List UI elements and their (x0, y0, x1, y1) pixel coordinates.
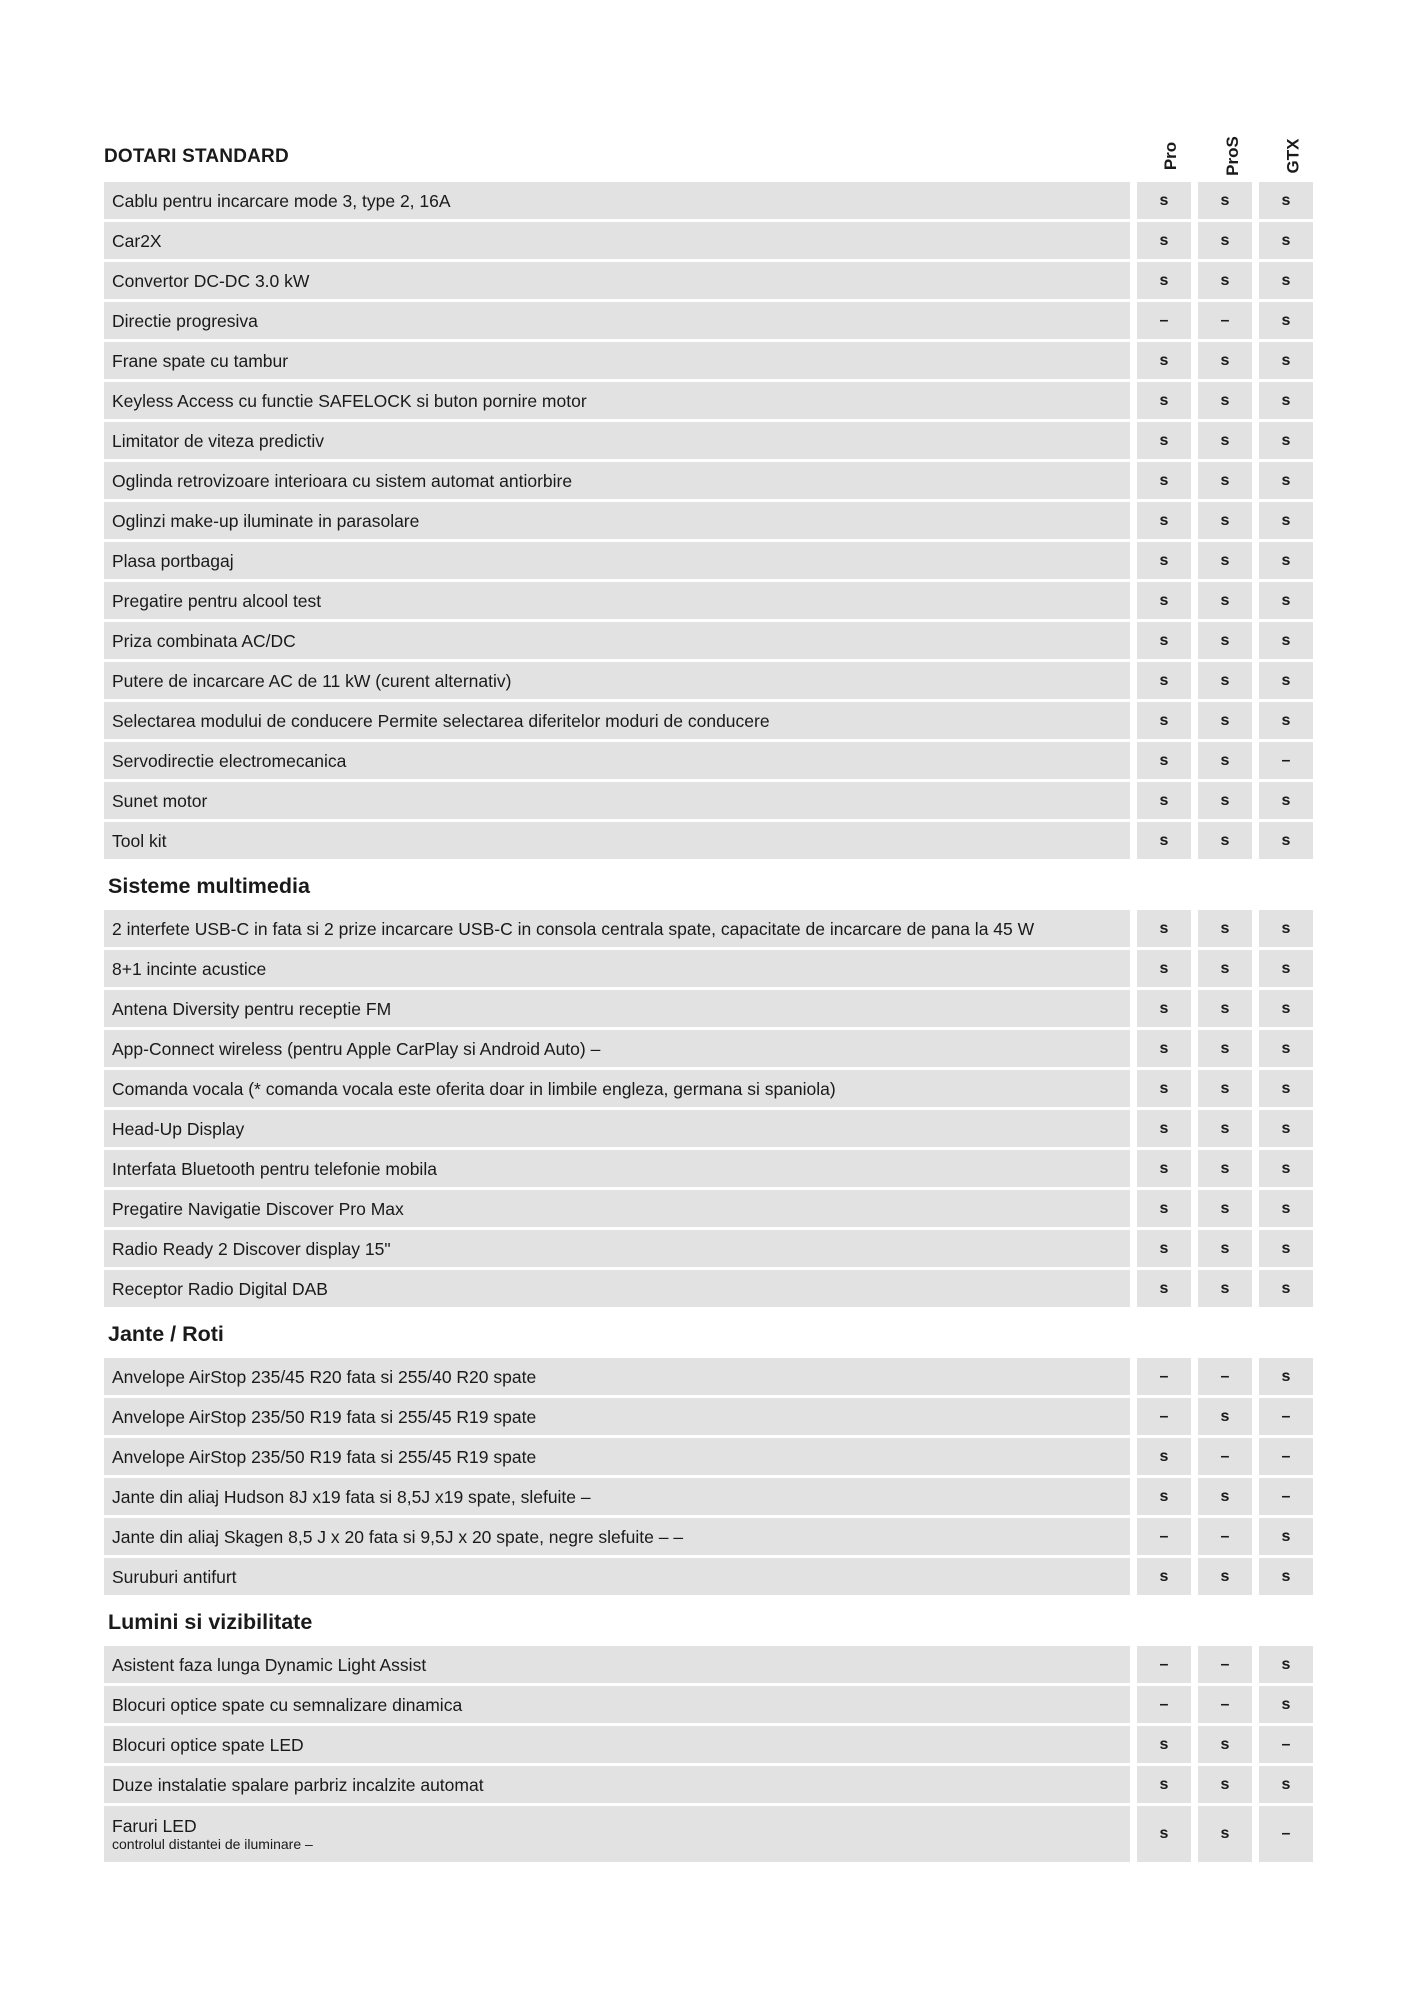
table-row (104, 1646, 1324, 1683)
section-title: Lumini si vizibilitate (108, 1610, 313, 1634)
value-gtx: s (1259, 662, 1313, 699)
value-pro: s (1137, 822, 1191, 859)
value-pro: s (1137, 950, 1191, 987)
value-pro: s (1137, 742, 1191, 779)
table-row (104, 1110, 1324, 1147)
value-pros: s (1198, 950, 1252, 987)
feature-cell (104, 262, 1130, 299)
value-gtx: s (1259, 822, 1313, 859)
table-row (104, 910, 1324, 947)
column-header-label: ProS (1223, 136, 1242, 176)
feature-label: Servodirectie electromecanica (112, 750, 347, 771)
value-pros: s (1198, 342, 1252, 379)
feature-cell (104, 1766, 1130, 1803)
value-pro: s (1137, 382, 1191, 419)
feature-label: Pregatire Navigatie Discover Pro Max (112, 1198, 404, 1219)
value-pro: s (1137, 1230, 1191, 1267)
feature-label: Duze instalatie spalare parbriz incalzite automat (112, 1774, 484, 1795)
feature-label: Suruburi antifurt (112, 1566, 237, 1587)
value-pros: s (1198, 782, 1252, 819)
feature-cell (104, 1150, 1130, 1187)
table-row (104, 662, 1324, 699)
table-row (104, 1070, 1324, 1107)
feature-label: Jante din aliaj Skagen 8,5 J x 20 fata si 9,5J x 20 spate, negre slefuite – – (112, 1526, 684, 1547)
feature-cell (104, 382, 1130, 419)
table-row (104, 702, 1324, 739)
feature-cell (104, 1230, 1130, 1267)
feature-cell (104, 1726, 1130, 1763)
value-gtx: s (1259, 182, 1313, 219)
section-title: Jante / Roti (108, 1322, 224, 1346)
value-pro: s (1137, 582, 1191, 619)
feature-label: Keyless Access cu functie SAFELOCK si buton pornire motor (112, 390, 587, 411)
value-pros: s (1198, 990, 1252, 1027)
value-gtx: s (1259, 342, 1313, 379)
feature-cell (104, 990, 1130, 1027)
value-pro: s (1137, 1150, 1191, 1187)
feature-cell (104, 182, 1130, 219)
value-gtx: s (1259, 382, 1313, 419)
value-pro: – (1137, 1398, 1191, 1435)
value-pros: s (1198, 1726, 1252, 1763)
value-pros: s (1198, 542, 1252, 579)
value-gtx: s (1259, 622, 1313, 659)
value-pro: s (1137, 1766, 1191, 1803)
value-gtx: s (1259, 222, 1313, 259)
feature-cell (104, 742, 1130, 779)
feature-cell (104, 462, 1130, 499)
feature-cell (104, 1518, 1130, 1555)
value-pros: s (1198, 1230, 1252, 1267)
feature-label: Directie progresiva (112, 310, 258, 331)
table-row (104, 1726, 1324, 1763)
table-row (104, 1150, 1324, 1187)
feature-cell (104, 582, 1130, 619)
value-pro: – (1137, 1646, 1191, 1683)
feature-cell (104, 910, 1130, 947)
value-pros: – (1198, 1438, 1252, 1475)
value-gtx: s (1259, 702, 1313, 739)
value-gtx: s (1259, 1110, 1313, 1147)
feature-label: Pregatire pentru alcool test (112, 590, 322, 611)
value-pros: s (1198, 1806, 1252, 1862)
value-gtx: s (1259, 1358, 1313, 1395)
value-pro: s (1137, 1190, 1191, 1227)
value-gtx: – (1259, 1726, 1313, 1763)
value-pros: s (1198, 1110, 1252, 1147)
feature-label: Head-Up Display (112, 1118, 245, 1139)
feature-label: Limitator de viteza predictiv (112, 430, 325, 451)
value-pro: s (1137, 1438, 1191, 1475)
value-pros: s (1198, 662, 1252, 699)
value-pros: s (1198, 1398, 1252, 1435)
feature-label: Tool kit (112, 830, 167, 851)
table-row (104, 302, 1324, 339)
feature-label: 2 interfete USB-C in fata si 2 prize incarcare USB-C in consola centrala spate, capacitate de incarcare de pana la 45 W (112, 918, 1035, 939)
feature-label: Receptor Radio Digital DAB (112, 1278, 328, 1299)
feature-label: Faruri LED (112, 1816, 197, 1836)
value-pros: s (1198, 1190, 1252, 1227)
table-row (104, 342, 1324, 379)
value-pros: s (1198, 1070, 1252, 1107)
value-gtx: s (1259, 950, 1313, 987)
feature-label: Comanda vocala (* comanda vocala este oferita doar in limbile engleza, germana si spaniola) (112, 1078, 836, 1099)
value-pro: s (1137, 1806, 1191, 1862)
feature-cell (104, 1190, 1130, 1227)
value-pro: s (1137, 1478, 1191, 1515)
feature-label: Putere de incarcare AC de 11 kW (curent alternativ) (112, 670, 512, 691)
value-gtx: – (1259, 742, 1313, 779)
column-header-pros (1203, 138, 1263, 178)
value-pro: s (1137, 542, 1191, 579)
value-pros: s (1198, 1030, 1252, 1067)
feature-cell (104, 662, 1130, 699)
feature-label: 8+1 incinte acustice (112, 958, 267, 979)
value-pro: – (1137, 302, 1191, 339)
feature-cell (104, 622, 1130, 659)
value-pros: s (1198, 502, 1252, 539)
feature-label: Anvelope AirStop 235/50 R19 fata si 255/45 R19 spate (112, 1446, 537, 1467)
value-pro: s (1137, 462, 1191, 499)
value-pros: s (1198, 1270, 1252, 1307)
value-pro: s (1137, 990, 1191, 1027)
value-pros: s (1198, 702, 1252, 739)
value-pros: – (1198, 302, 1252, 339)
value-gtx: s (1259, 582, 1313, 619)
feature-cell (104, 1478, 1130, 1515)
feature-label: Anvelope AirStop 235/45 R20 fata si 255/40 R20 spate (112, 1366, 537, 1387)
table-row (104, 582, 1324, 619)
value-pro: s (1137, 222, 1191, 259)
value-gtx: s (1259, 1558, 1313, 1595)
value-gtx: s (1259, 462, 1313, 499)
value-gtx: s (1259, 1646, 1313, 1683)
value-pros: s (1198, 262, 1252, 299)
value-pro: – (1137, 1518, 1191, 1555)
value-pros: s (1198, 582, 1252, 619)
value-pro: s (1137, 702, 1191, 739)
feature-cell (104, 1686, 1130, 1723)
table-row (104, 1766, 1324, 1803)
feature-label: Cablu pentru incarcare mode 3, type 2, 16A (112, 190, 451, 211)
table-row (104, 262, 1324, 299)
feature-cell (104, 1030, 1130, 1067)
table-row (104, 822, 1324, 859)
table-row (104, 1270, 1324, 1307)
value-gtx: s (1259, 910, 1313, 947)
feature-table (104, 182, 1324, 1865)
table-row (104, 1398, 1324, 1435)
feature-cell (104, 1438, 1130, 1475)
feature-label: Sunet motor (112, 790, 208, 811)
table-row (104, 1558, 1324, 1595)
table-row (104, 1358, 1324, 1395)
table-row (104, 1190, 1324, 1227)
table-row (104, 1030, 1324, 1067)
table-row (104, 502, 1324, 539)
value-gtx: s (1259, 1030, 1313, 1067)
table-row (104, 782, 1324, 819)
value-gtx: s (1259, 1070, 1313, 1107)
value-gtx: – (1259, 1398, 1313, 1435)
value-pros: s (1198, 182, 1252, 219)
feature-cell (104, 542, 1130, 579)
feature-sublabel: controlul distantei de iluminare – (112, 1836, 313, 1852)
value-pro: s (1137, 502, 1191, 539)
value-pros: s (1198, 742, 1252, 779)
value-pros: s (1198, 1150, 1252, 1187)
value-pros: – (1198, 1358, 1252, 1395)
value-pros: – (1198, 1518, 1252, 1555)
value-gtx: s (1259, 422, 1313, 459)
value-pro: s (1137, 422, 1191, 459)
feature-cell (104, 702, 1130, 739)
table-row (104, 950, 1324, 987)
value-pro: s (1137, 1558, 1191, 1595)
feature-cell (104, 222, 1130, 259)
column-header-label: GTX (1282, 138, 1302, 174)
feature-label: Asistent faza lunga Dynamic Light Assist (112, 1654, 427, 1675)
feature-label: Radio Ready 2 Discover display 15" (112, 1238, 391, 1259)
value-gtx: s (1259, 502, 1313, 539)
value-pro: s (1137, 1726, 1191, 1763)
value-gtx: s (1259, 262, 1313, 299)
table-row (104, 1686, 1324, 1723)
value-pros: s (1198, 222, 1252, 259)
feature-cell (104, 1398, 1130, 1435)
feature-cell (104, 1070, 1130, 1107)
feature-cell (104, 782, 1130, 819)
value-gtx: s (1259, 1190, 1313, 1227)
value-pro: s (1137, 1110, 1191, 1147)
value-pro: s (1137, 662, 1191, 699)
feature-label: Jante din aliaj Hudson 8J x19 fata si 8,5J x19 spate, slefuite – (112, 1486, 591, 1507)
value-pros: s (1198, 382, 1252, 419)
value-gtx: s (1259, 1518, 1313, 1555)
feature-cell (104, 1558, 1130, 1595)
feature-label: Selectarea modului de conducere Permite selectarea diferitelor moduri de conducere (112, 710, 770, 731)
value-pro: s (1137, 910, 1191, 947)
table-row (104, 742, 1324, 779)
value-pro: s (1137, 1070, 1191, 1107)
value-gtx: s (1259, 542, 1313, 579)
value-gtx: s (1259, 1150, 1313, 1187)
feature-cell (104, 1270, 1130, 1307)
feature-cell (104, 1110, 1130, 1147)
value-gtx: s (1259, 302, 1313, 339)
feature-cell (104, 822, 1130, 859)
value-gtx: – (1259, 1806, 1313, 1862)
value-gtx: – (1259, 1438, 1313, 1475)
value-pros: – (1198, 1686, 1252, 1723)
feature-label: Interfata Bluetooth pentru telefonie mobila (112, 1158, 437, 1179)
value-gtx: s (1259, 1766, 1313, 1803)
feature-label: Oglinda retrovizoare interioara cu sistem automat antiorbire (112, 470, 573, 491)
feature-cell (104, 422, 1130, 459)
value-pros: s (1198, 1766, 1252, 1803)
feature-label: Oglinzi make-up iluminate in parasolare (112, 510, 420, 531)
feature-label: App-Connect wireless (pentru Apple CarPlay si Android Auto) – (112, 1038, 601, 1059)
feature-cell (104, 950, 1130, 987)
feature-label: Blocuri optice spate cu semnalizare dinamica (112, 1694, 463, 1715)
table-row (104, 222, 1324, 259)
value-pros: s (1198, 422, 1252, 459)
feature-label: Anvelope AirStop 235/50 R19 fata si 255/45 R19 spate (112, 1406, 537, 1427)
feature-label: Blocuri optice spate LED (112, 1734, 304, 1755)
table-row (104, 1806, 1324, 1862)
table-row (104, 462, 1324, 499)
feature-label: Priza combinata AC/DC (112, 630, 296, 651)
column-header-pro (1141, 138, 1201, 178)
value-pro: s (1137, 622, 1191, 659)
feature-cell (104, 1358, 1130, 1395)
table-row (104, 990, 1324, 1027)
feature-label: Convertor DC-DC 3.0 kW (112, 270, 310, 291)
feature-cell (104, 342, 1130, 379)
table-row (104, 1230, 1324, 1267)
feature-cell (104, 502, 1130, 539)
value-pro: s (1137, 182, 1191, 219)
value-pro: s (1137, 782, 1191, 819)
section-title: Sisteme multimedia (108, 874, 310, 898)
table-row (104, 422, 1324, 459)
table-row (104, 622, 1324, 659)
value-gtx: s (1259, 1270, 1313, 1307)
column-header-gtx (1263, 138, 1323, 178)
feature-label: Frane spate cu tambur (112, 350, 289, 371)
table-row (104, 382, 1324, 419)
column-header-label: Pro (1161, 141, 1180, 171)
value-pro: s (1137, 342, 1191, 379)
table-row (104, 182, 1324, 219)
value-pros: s (1198, 1478, 1252, 1515)
table-row (104, 1518, 1324, 1555)
value-gtx: s (1259, 1230, 1313, 1267)
feature-cell (104, 1646, 1130, 1683)
table-row (104, 542, 1324, 579)
value-gtx: s (1259, 990, 1313, 1027)
value-pro: – (1137, 1686, 1191, 1723)
value-pros: s (1198, 462, 1252, 499)
feature-cell (104, 302, 1130, 339)
feature-label: Antena Diversity pentru receptie FM (112, 998, 392, 1019)
table-row (104, 1438, 1324, 1475)
feature-cell (104, 1806, 1130, 1862)
value-gtx: s (1259, 1686, 1313, 1723)
value-gtx: – (1259, 1478, 1313, 1515)
value-pro: s (1137, 1030, 1191, 1067)
value-gtx: s (1259, 782, 1313, 819)
table-row (104, 1478, 1324, 1515)
page-title: DOTARI STANDARD (104, 146, 289, 167)
feature-label: Plasa portbagaj (112, 550, 234, 571)
value-pros: – (1198, 1646, 1252, 1683)
value-pros: s (1198, 622, 1252, 659)
value-pro: s (1137, 1270, 1191, 1307)
value-pros: s (1198, 910, 1252, 947)
value-pro: s (1137, 262, 1191, 299)
value-pro: – (1137, 1358, 1191, 1395)
feature-label: Car2X (112, 230, 162, 251)
value-pros: s (1198, 822, 1252, 859)
value-pros: s (1198, 1558, 1252, 1595)
